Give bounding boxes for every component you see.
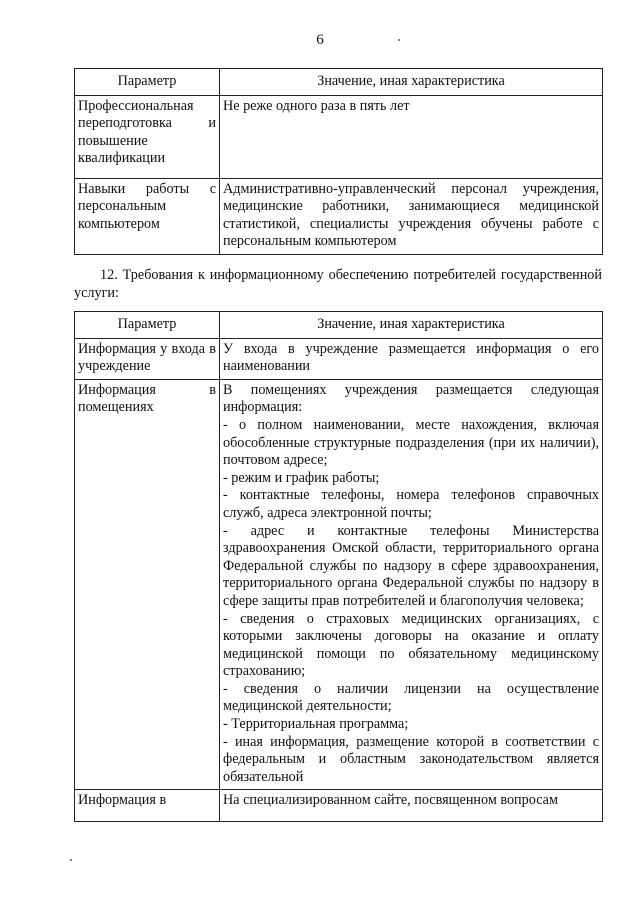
table-row [75, 178, 603, 254]
row-param: Навыки работы с персональным компьютером [75, 178, 220, 254]
row-param: Информация у входа в учреждение [75, 338, 220, 379]
info-requirements-table [74, 311, 603, 822]
page-number: 6 [316, 32, 324, 48]
table-row [75, 95, 603, 178]
row-param: Информация в помещениях [75, 379, 220, 790]
row-value: На специализированном сайте, посвященном вопросам [220, 790, 603, 822]
header-param: Параметр [75, 69, 220, 96]
row-param: Профессиональная переподготовка и повышение квалификации [75, 95, 220, 178]
header-value: Значение, иная характеристика [220, 69, 603, 96]
header-param: Параметр [75, 312, 220, 339]
table-header-row [75, 69, 603, 96]
table-row [75, 338, 603, 379]
section-12-heading: 12. Требования к информационному обеспечению потребителей государственной услуги: [74, 267, 602, 301]
row-param: Информация в [75, 790, 220, 822]
row-value: У входа в учреждение размещается информация о его наименовании [220, 338, 603, 379]
row-value: В помещениях учреждения размещается следующая информация: - о полном наименовании, месте нахождения, включая обособленные структурные подразделения (при их наличии), почтовом адресе; - режим и график работы; - контактные телефоны, номера телефонов справочных служб, адреса электронной почты; - адрес и контактные телефоны Министерства здравоохранения Омской области, территориального органа Федеральной службы по надзору в сфере здравоохранения, территориального органа Федеральной службы по надзору в сфере защиты прав потребителей и благополучия человека; - сведения о страховых медицинских организациях, с которыми заключены договоры на оказание и оплату медицинской помощи по обязательному медицинскому страхованию; - сведения о наличии лицензии на осуществление медицинской деятельности; - Территориальная программа; - иная информация, размещение которой в соответствии с федеральным и областным законодательством является обязательной [220, 379, 603, 790]
scan-speck [398, 39, 400, 41]
staff-requirements-table [74, 68, 603, 255]
table-header-row [75, 312, 603, 339]
table-row [75, 379, 603, 790]
row-value: Не реже одного раза в пять лет [220, 95, 603, 178]
table-row [75, 790, 603, 822]
scan-speck [70, 859, 72, 861]
header-value: Значение, иная характеристика [220, 312, 603, 339]
row-value: Административно-управленческий персонал учреждения, медицинские работники, занимающиеся медицинской статистикой, специалисты учреждения обучены работе с персональным компьютером [220, 178, 603, 254]
